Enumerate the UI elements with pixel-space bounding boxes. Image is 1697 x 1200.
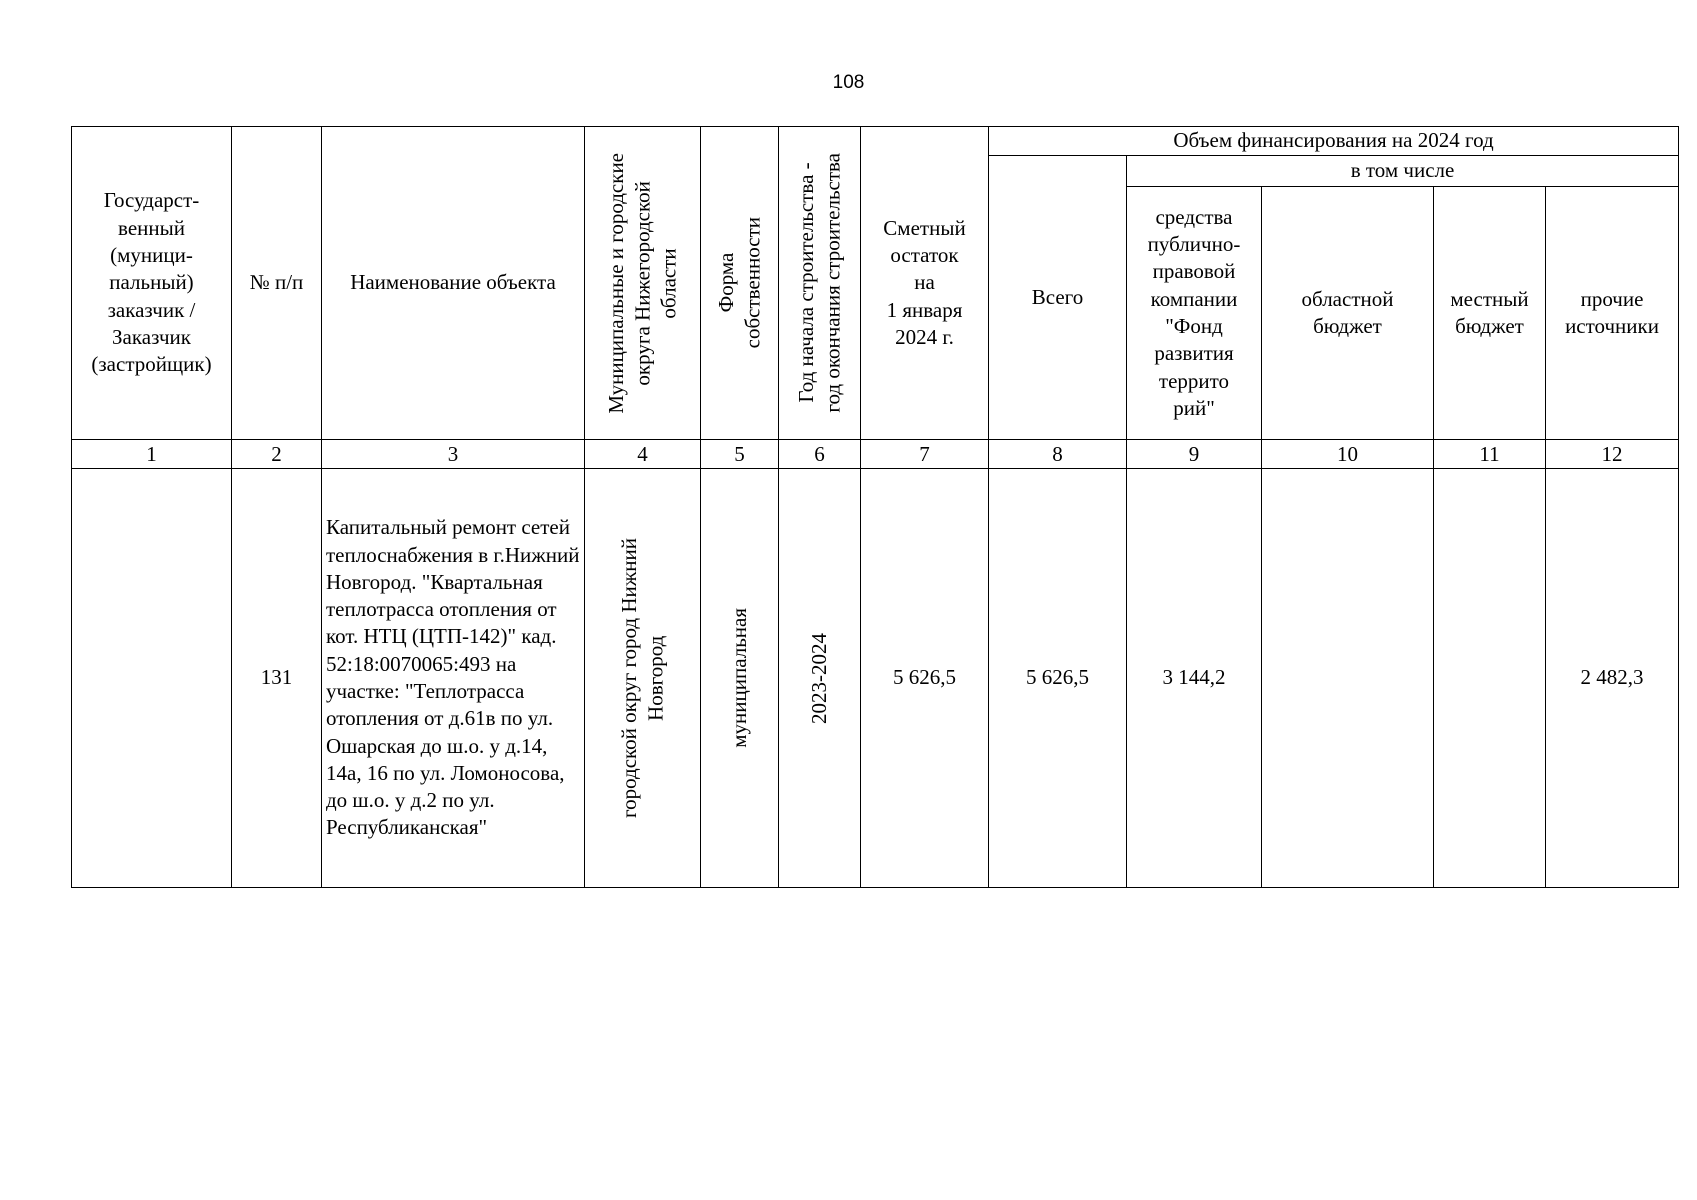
column-number: 1 bbox=[72, 440, 232, 469]
cell-fund: 3 144,2 bbox=[1127, 469, 1262, 888]
header-years: Год начала строительства - год окончания строительства bbox=[779, 127, 861, 440]
cell-local bbox=[1434, 469, 1546, 888]
page-number: 108 bbox=[832, 72, 865, 93]
cell-estimate: 5 626,5 bbox=[861, 469, 989, 888]
column-number: 7 bbox=[861, 440, 989, 469]
column-number: 5 bbox=[701, 440, 779, 469]
cell-regional bbox=[1262, 469, 1434, 888]
header-including: в том числе bbox=[1127, 156, 1679, 187]
column-number: 3 bbox=[322, 440, 585, 469]
column-numbers-row bbox=[72, 440, 1679, 469]
cell-object-name: Капитальный ремонт сетей теплоснабжения в г.Нижний Новгород. "Квартальная теплотрасса отопления от кот. НТЦ (ЦТП-142)" кад. 52:18:0070065:493 на участке: "Теплотрасса отопления от д.61в по ул. Ошарская до ш.о. у д.14, 14а, 16 по ул. Ломоносова, до ш.о. у д.2 по ул. Республиканская" bbox=[322, 469, 585, 888]
table-row bbox=[72, 469, 1679, 888]
header-ownership: Форма собственности bbox=[701, 127, 779, 440]
header-local: местный бюджет bbox=[1434, 187, 1546, 440]
header-fund: средства публично- правовой компании "Фонд развития террито рий" bbox=[1127, 187, 1262, 440]
cell-number: 131 bbox=[232, 469, 322, 888]
header-municipality: Муниципальные и городские округа Нижегородской области bbox=[585, 127, 701, 440]
header-estimate: Сметный остаток на 1 января 2024 г. bbox=[861, 127, 989, 440]
header-customer: Государст- венный (муници- пальный) заказчик / Заказчик (застройщик) bbox=[72, 127, 232, 440]
cell-customer bbox=[72, 469, 232, 888]
cell-other: 2 482,3 bbox=[1546, 469, 1679, 888]
header-regional: областной бюджет bbox=[1262, 187, 1434, 440]
column-number: 9 bbox=[1127, 440, 1262, 469]
header-other: прочие источники bbox=[1546, 187, 1679, 440]
column-number: 2 bbox=[232, 440, 322, 469]
header-object-name: Наименование объекта bbox=[322, 127, 585, 440]
cell-years: 2023-2024 bbox=[779, 469, 861, 888]
column-number: 11 bbox=[1434, 440, 1546, 469]
header-funding-group: Объем финансирования на 2024 год bbox=[989, 127, 1679, 156]
column-number: 4 bbox=[585, 440, 701, 469]
column-number: 12 bbox=[1546, 440, 1679, 469]
column-number: 10 bbox=[1262, 440, 1434, 469]
header-number: № п/п bbox=[232, 127, 322, 440]
cell-municipality: городской округ город Нижний Новгород bbox=[585, 469, 701, 888]
column-number: 6 bbox=[779, 440, 861, 469]
cell-ownership: муниципальная bbox=[701, 469, 779, 888]
header-total: Всего bbox=[989, 156, 1127, 440]
financing-table bbox=[71, 126, 1679, 888]
column-number: 8 bbox=[989, 440, 1127, 469]
cell-total: 5 626,5 bbox=[989, 469, 1127, 888]
